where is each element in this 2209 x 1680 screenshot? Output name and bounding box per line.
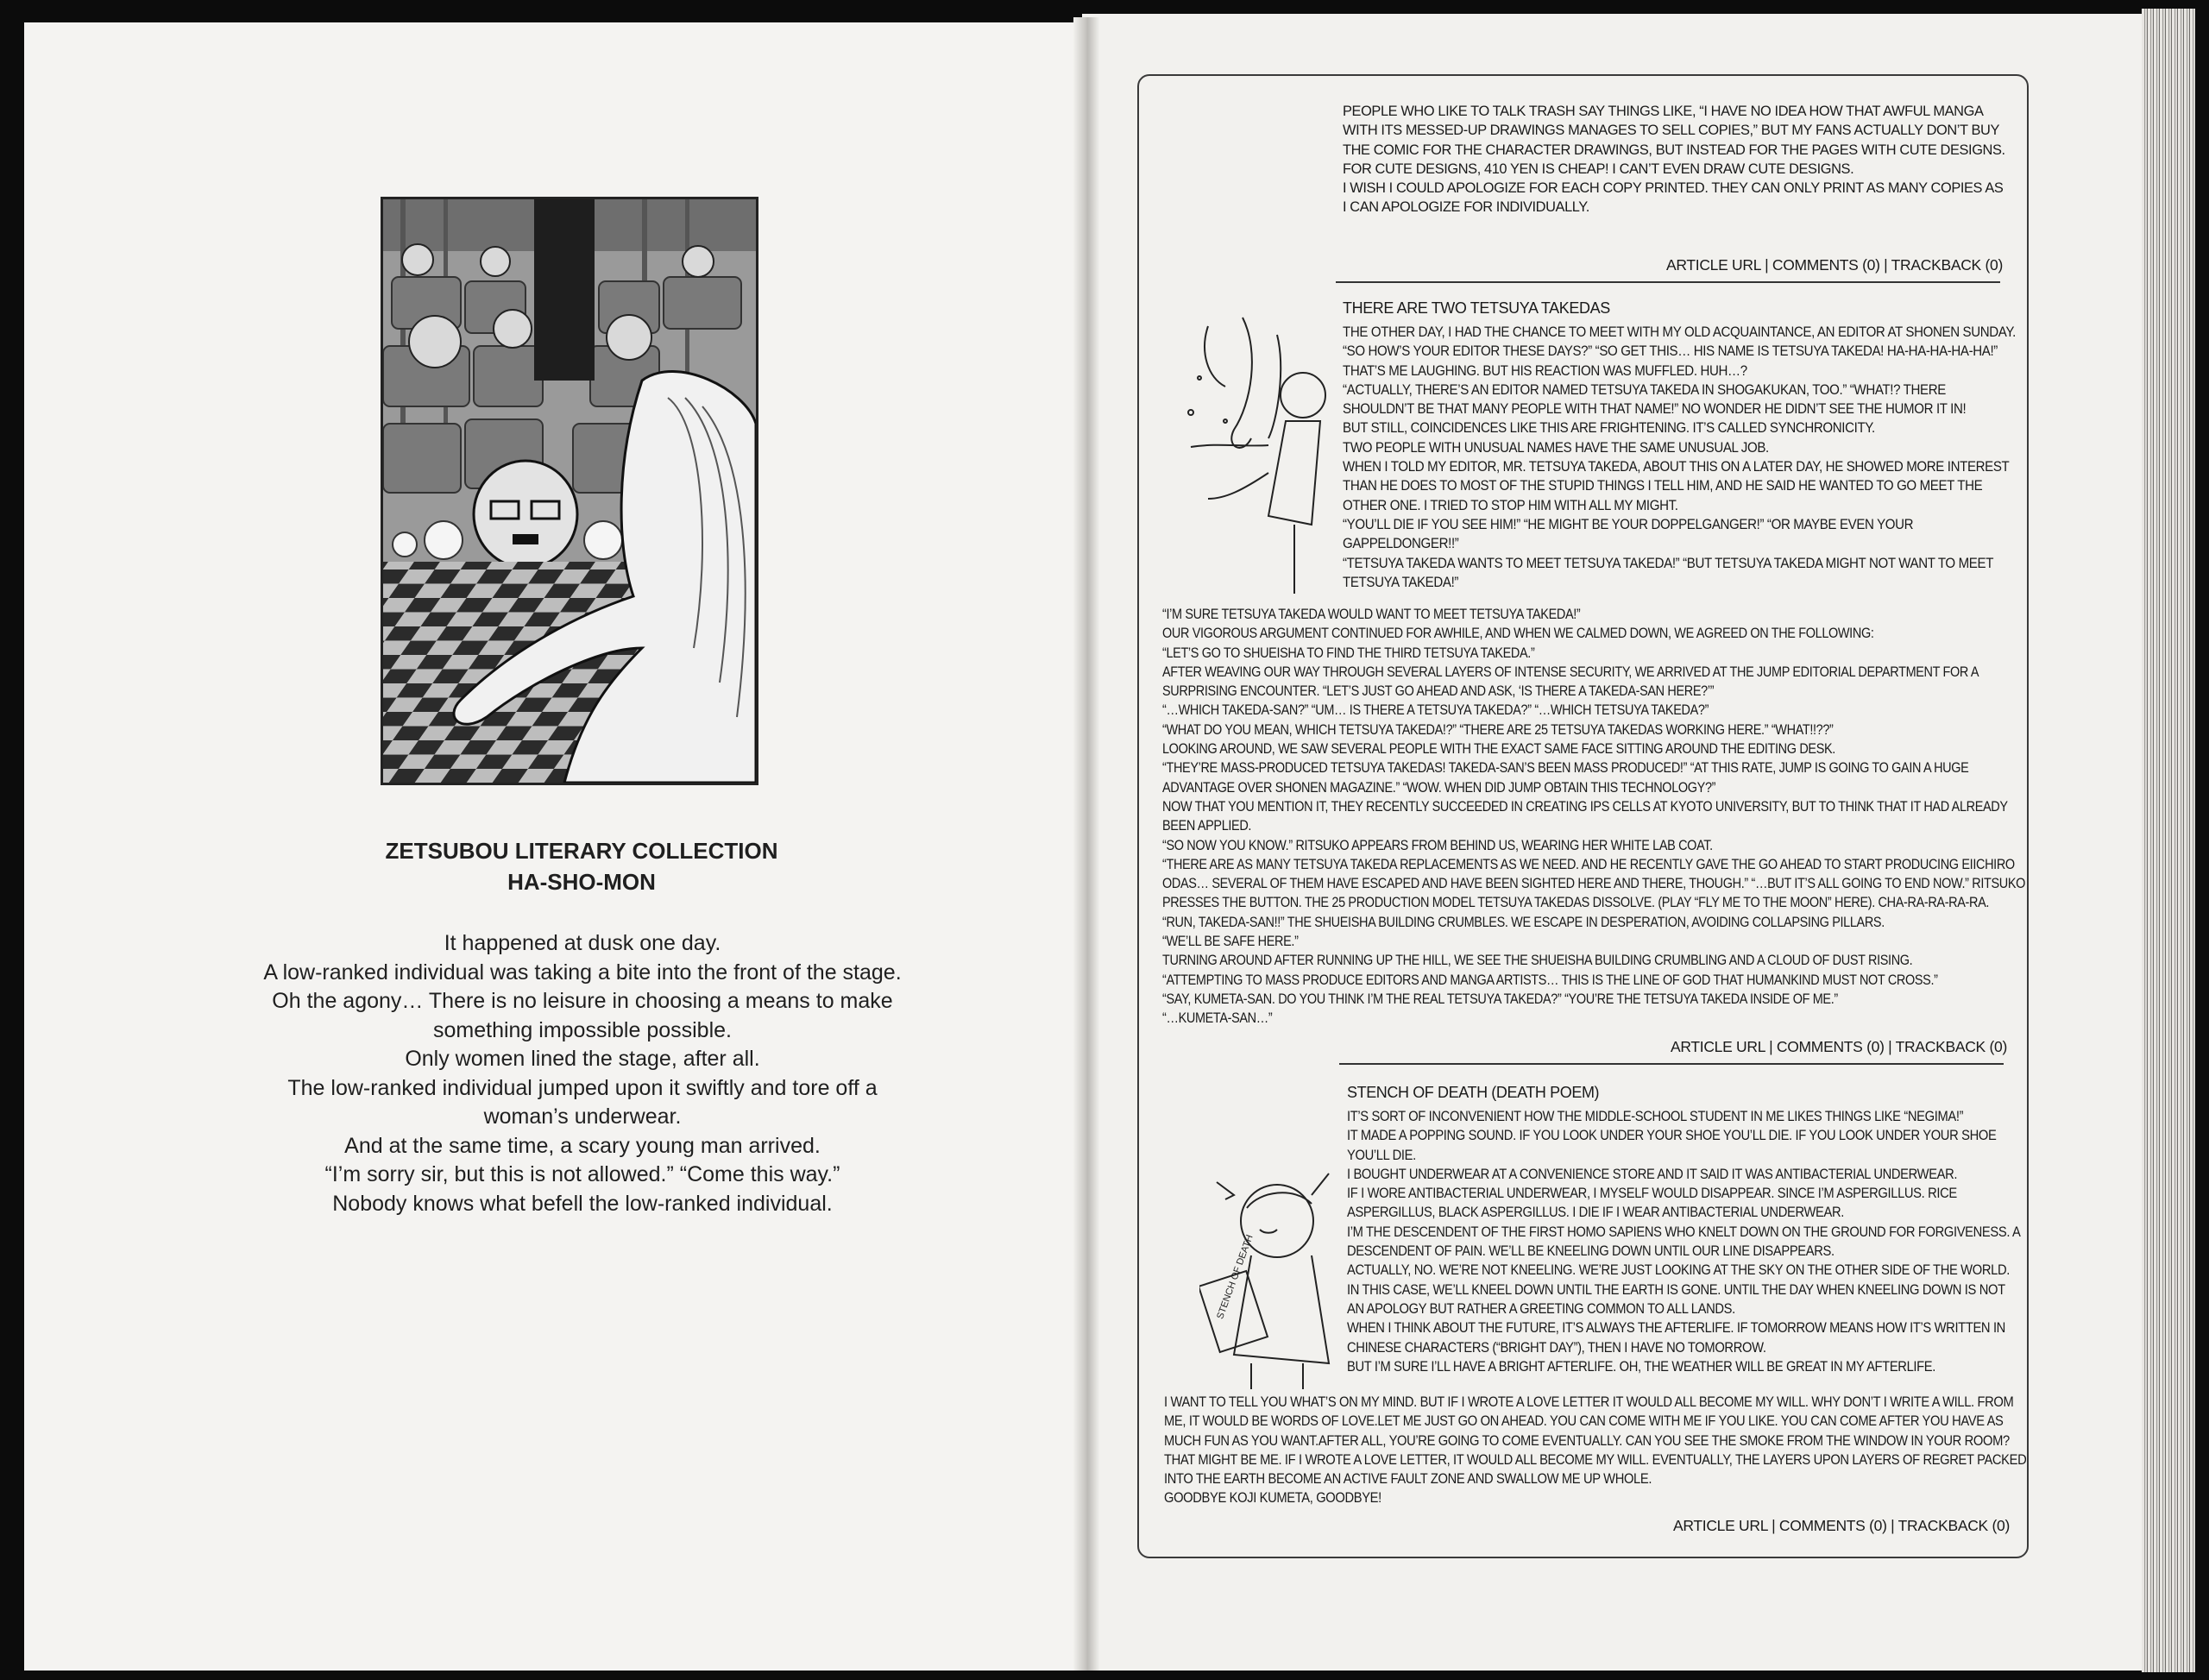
story-line: A low-ranked individual was taking a bite into the front of the stage. (263, 960, 902, 985)
blog-line: IT’S SORT OF INCONVENIENT HOW THE MIDDLE-SCHOOL STUDENT IN ME LIKES THINGS LIKE “NEGIMA!” (1347, 1109, 1964, 1124)
story-line: something impossible possible. (432, 1017, 732, 1042)
blog-line: WHEN I THINK ABOUT THE FUTURE, IT’S ALWAYS THE AFTERLIFE. IF TOMORROW MEANS HOW IT’S WRITTEN IN (1347, 1320, 2005, 1337)
blog-line: IF I WORE ANTIBACTERIAL UNDERWEAR, I MYSELF WOULD DISAPPEAR. SINCE I’M ASPERGILLUS. RICE (1347, 1186, 1957, 1202)
blog-line: THE OTHER DAY, I HAD THE CHANCE TO MEET WITH MY OLD ACQUAINTANCE, AN EDITOR AT SHONEN SUNDAY. (1343, 324, 2016, 340)
entry-divider (1336, 281, 2000, 283)
blog-line: “TETSUYA TAKEDA WANTS TO MEET TETSUYA TAKEDA!” “BUT TETSUYA TAKEDA MIGHT NOT WANT TO MEET (1343, 555, 1994, 571)
blog-line: OUR VIGOROUS ARGUMENT CONTINUED FOR AWHILE, AND WHEN WE CALMED DOWN, WE AGREED ON THE FOLLOWING: (1162, 626, 1874, 642)
entry3-text-wide (1164, 1393, 2027, 1508)
story-line: It happened at dusk one day. (444, 931, 721, 955)
blog-line: THAN HE DOES TO MOST OF THE STUPID THINGS I TELL HIM, AND HE SAID HE WANTED TO GO MEET THE (1343, 478, 1983, 494)
blog-line: IT MADE A POPPING SOUND. IF YOU LOOK UNDER YOUR SHOE YOU’LL DIE. IF YOU LOOK UNDER YOUR SHOE (1347, 1128, 1997, 1144)
blog-line: “I’M SURE TETSUYA TAKEDA WOULD WANT TO MEET TETSUYA TAKEDA!” (1162, 607, 1581, 622)
blog-line: “THEY’RE MASS-PRODUCED TETSUYA TAKEDAS! TAKEDA-SAN’S BEEN MASS PRODUCED!” “AT THIS RATE, JUMP IS GOING TO GAIN A HUGE (1162, 760, 1969, 777)
entry2-title-wrap (1343, 299, 2016, 318)
blog-line: AFTER WEAVING OUR WAY THROUGH SEVERAL LAYERS OF INTENSE SECURITY, WE ARRIVED AT THE JUMP EDITORIAL DEPARTMENT FOR A (1162, 664, 1979, 680)
blog-line: “RUN, TAKEDA-SAN!!” THE SHUEISHA BUILDING CRUMBLES. WE ESCAPE IN DESPERATION, AVOIDING COLLAPSING PILLARS. (1162, 914, 1885, 930)
entry3-footer[interactable]: ARTICLE URL | COMMENTS (0) | TRACKBACK (0) (1673, 1517, 2010, 1534)
blog-line: “…KUMETA-SAN…” (1162, 1010, 1273, 1027)
blog-line: I WISH I COULD APOLOGIZE FOR EACH COPY PRINTED. THEY CAN ONLY PRINT AS MANY COPIES AS (1343, 180, 2004, 197)
entry-divider (1339, 1063, 2004, 1065)
blog-line: “SO HOW’S YOUR EDITOR THESE DAYS?” “SO GET THIS… HIS NAME IS TETSUYA TAKEDA! HA-HA-HA-HA-HA!” (1343, 343, 1998, 360)
blog-line: “SO NOW YOU KNOW.” RITSUKO APPEARS FROM BEHIND US, WEARING HER WHITE LAB COAT. (1162, 837, 1713, 853)
blog-line: I WANT TO TELL YOU WHAT’S ON MY MIND. BUT IF I WROTE A LOVE LETTER IT WOULD ALL BECOME MY WILL. WHY DON’T I WRITE A WILL. FROM (1164, 1394, 2014, 1410)
entry3-title-wrap (1347, 1083, 2020, 1102)
entry1-footer[interactable]: ARTICLE URL | COMMENTS (0) | TRACKBACK (0) (1666, 256, 2003, 274)
entry2-title[interactable]: THERE ARE TWO TETSUYA TAKEDAS (1343, 299, 1610, 317)
blog-line: SURPRISING ENCOUNTER. “LET’S JUST GO AHEAD AND ASK, ‘IS THERE A TAKEDA-SAN HERE?’” (1162, 683, 1715, 700)
blog-line: CHINESE CHARACTERS (“BRIGHT DAY”), THEN I HAVE NO TOMORROW. (1347, 1339, 1766, 1356)
blog-line: WITH ITS MESSED-UP DRAWINGS MANAGES TO SELL COPIES,” BUT MY FANS ACTUALLY DON’T BUY (1343, 123, 1999, 139)
blog-line: TWO PEOPLE WITH UNUSUAL NAMES HAVE THE SAME UNUSUAL JOB. (1343, 439, 1769, 456)
blog-line: ME, IT WOULD BE WORDS OF LOVE.LET ME JUST GO ON AHEAD. YOU CAN COME WITH ME IF YOU LIKE. YOU CAN COME AFTER YOU HAVE AS (1164, 1413, 2004, 1430)
blog-line: I’M THE DESCENDENT OF THE FIRST HOMO SAPIENS WHO KNELT DOWN ON THE GROUND FOR FORGIVENESS. A (1347, 1224, 2021, 1240)
blog-line: GAPPELDONGER!!” (1343, 536, 1459, 552)
blog-line: “ATTEMPTING TO MASS PRODUCE EDITORS AND MANGA ARTISTS… THIS IS THE LINE OF GOD THAT HUMANKIND MUST NOT CROSS.” (1162, 972, 1938, 988)
entry2-footer[interactable]: ARTICLE URL | COMMENTS (0) | TRACKBACK (0) (1671, 1038, 2007, 1055)
blog-line: I BOUGHT UNDERWEAR AT A CONVENIENCE STORE AND IT SAID IT WAS ANTIBACTERIAL UNDERWEAR. (1347, 1166, 1958, 1182)
blog-line: ODAS… SEVERAL OF THEM HAVE ESCAPED AND HAVE BEEN SIGHTED HERE AND THERE, THOUGH.” “…BUT IT’S ALL GOING TO END NOW.” RITSUKO (1162, 876, 2026, 892)
tetsuya-sketch (1174, 300, 1346, 602)
blog-line: “ACTUALLY, THERE’S AN EDITOR NAMED TETSUYA TAKEDA IN SHOGAKUKAN, TOO.” “WHAT!? THERE (1343, 381, 1946, 398)
entry2-text-wide (1162, 605, 2026, 1029)
illustration-drawing (383, 199, 756, 783)
blog-line: PRESSES THE BUTTON. THE 25 PRODUCTION MODEL TETSUYA TAKEDAS DISSOLVE. (PLAY “FLY ME TO THE MOON” HERE). CHA-RA-RA-RA-RA. (1162, 895, 1990, 911)
blog-line: TURNING AROUND AFTER RUNNING UP THE HILL, WE SEE THE SHUEISHA BUILDING CRUMBLING AND A CLOUD OF DUST RISING. (1162, 953, 1913, 969)
blog-line: FOR CUTE DESIGNS, 410 YEN IS CHEAP! I CAN’T EVEN DRAW CUTE DESIGNS. (1343, 160, 1854, 177)
blog-line: “YOU’LL DIE IF YOU SEE HIM!” “HE MIGHT BE YOUR DOPPELGANGER!” “OR MAYBE EVEN YOUR (1343, 516, 1914, 532)
story-title-line2: HA-SHO-MON (507, 869, 656, 895)
blog-line: BUT I’M SURE I’LL HAVE A BRIGHT AFTERLIFE. OH, THE WEATHER WILL BE GREAT IN MY AFTERLIFE. (1347, 1358, 1935, 1375)
blog-line: SHOULDN’T BE THAT MANY PEOPLE WITH THAT NAME!” NO WONDER HE DIDN’T SEE THE HUMOR IT IN! (1343, 401, 1967, 418)
blog-line: GOODBYE KOJI KUMETA, GOODBYE! (1164, 1490, 1381, 1507)
blog-line: OTHER ONE. I TRIED TO STOP HIM WITH ALL MY MIGHT. (1343, 497, 1678, 513)
blog-line: MUCH FUN AS YOU WANT.AFTER ALL, YOU’RE GOING TO COME EVENTUALLY. CAN YOU SEE THE SMOKE FROM THE WINDOW IN YOUR ROOM? (1164, 1432, 2010, 1449)
story-line: And at the same time, a scary young man arrived. (344, 1133, 821, 1158)
blog-line: “LET’S GO TO SHUEISHA TO FIND THE THIRD TETSUYA TAKEDA.” (1162, 645, 1535, 661)
entry3-title[interactable]: STENCH OF DEATH (DEATH POEM) (1347, 1084, 1600, 1101)
blog-line: “THERE ARE AS MANY TETSUYA TAKEDA REPLACEMENTS AS WE NEED. AND HE RECENTLY GAVE THE GO AHEAD TO START PRODUCING EIICHIRO (1162, 856, 2015, 872)
story-line: Nobody knows what befell the low-ranked individual. (332, 1191, 833, 1216)
blog-line: BUT STILL, COINCIDENCES LIKE THIS ARE FRIGHTENING. IT’S CALLED SYNCHRONICITY. (1343, 420, 1875, 437)
blog-line: NOW THAT YOU MENTION IT, THEY RECENTLY SUCCEEDED IN CREATING IPS CELLS AT KYOTO UNIVERSITY, BUT TO THINK THAT IT HAD ALREADY (1162, 798, 2008, 815)
blog-line: DESCENDENT OF PAIN. WE’LL BE KNEELING DOWN UNTIL OUR LINE DISAPPEARS. (1347, 1243, 1835, 1260)
blog-line: IN THIS CASE, WE’LL KNEEL DOWN UNTIL THE EARTH IS GONE. UNTIL THE DAY WHEN KNEELING DOWN IS NOT (1347, 1281, 2005, 1298)
entry3-text-narrow (1347, 1107, 2021, 1376)
story-line: “I’m sorry sir, but this is not allowed.” “Come this way.” (324, 1162, 840, 1186)
blog-line: THE COMIC FOR THE CHARACTER DRAWINGS, BUT INSTEAD FOR THE PAGES WITH CUTE DESIGNS. (1343, 142, 2005, 158)
blog-line: INTO THE EARTH BECOME AN ACTIVE FAULT ZONE AND SWALLOW ME UP WHOLE. (1164, 1471, 1652, 1488)
story-line: The low-ranked individual jumped upon it swiftly and tore off a (287, 1075, 878, 1100)
story-title-line1: ZETSUBOU LITERARY COLLECTION (385, 838, 778, 864)
blog-line: ADVANTAGE OVER SHONEN MAGAZINE.” “WOW. WHEN DID JUMP OBTAIN THIS TECHNOLOGY?” (1162, 779, 1716, 796)
blog-line: YOU’LL DIE. (1347, 1147, 1416, 1163)
blog-line: WHEN I TOLD MY EDITOR, MR. TETSUYA TAKEDA, ABOUT THIS ON A LATER DAY, HE SHOWED MORE INTEREST (1343, 459, 2010, 475)
blog-line: “…WHICH TAKEDA-SAN?” “UM… IS THERE A TETSUYA TAKEDA?” “…WHICH TETSUYA TAKEDA?” (1162, 702, 1709, 719)
blog-line: BEEN APPLIED. (1162, 818, 1252, 834)
blog-line: ASPERGILLUS, BLACK ASPERGILLUS. I DIE IF I WEAR ANTIBACTERIAL UNDERWEAR. (1347, 1205, 1844, 1221)
blog-line: “WE’LL BE SAFE HERE.” (1162, 934, 1299, 950)
blog-line: “SAY, KUMETA-SAN. DO YOU THINK I’M THE REAL TETSUYA TAKEDA?” “YOU’RE THE TETSUYA TAKEDA INSIDE OF ME.” (1162, 991, 1838, 1007)
story-body (224, 929, 941, 1218)
blog-line: LOOKING AROUND, WE SAW SEVERAL PEOPLE WITH THE EXACT SAME FACE SITTING AROUND THE EDITING DESK. (1162, 741, 1835, 758)
blog-line: THAT’S ME LAUGHING. BUT HIS REACTION WAS MUFFLED. HUH…? (1343, 362, 1747, 379)
story-line: Oh the agony… There is no leisure in choosing a means to make (272, 989, 893, 1013)
book-gutter (1073, 17, 1099, 1671)
blog-line: PEOPLE WHO LIKE TO TALK TRASH SAY THINGS LIKE, “I HAVE NO IDEA HOW THAT AWFUL MANGA (1343, 104, 1984, 119)
manga-illustration (381, 197, 758, 785)
story-line: woman’s underwear. (483, 1104, 682, 1129)
story-line: Only women lined the stage, after all. (405, 1047, 760, 1071)
entry2-text-narrow (1343, 323, 2016, 592)
blog-line: AN APOLOGY BUT RATHER A GREETING COMMON TO ALL LANDS. (1347, 1300, 1735, 1317)
entry1-text (1343, 102, 2016, 217)
blog-line: “WHAT DO YOU MEAN, WHICH TETSUYA TAKEDA!?” “THERE ARE 25 TETSUYA TAKEDAS WORKING HERE.” “WHAT!!??” (1162, 721, 1834, 738)
blog-line: THAT MIGHT BE ME. IF I WROTE A LOVE LETTER, IT WOULD ALL BECOME MY WILL. EVENTUALLY, THE LAYERS UPON LAYERS OF REGRET PACKED (1164, 1451, 2027, 1468)
page-edges (2142, 9, 2195, 1672)
blog-line: TETSUYA TAKEDA!” (1343, 574, 1459, 590)
story-title (323, 835, 840, 897)
blog-line: I CAN APOLOGIZE FOR INDIVIDUALLY. (1343, 199, 1589, 216)
book-label: STENCH OF DEATH (1215, 1233, 1256, 1321)
blog-line: ACTUALLY, NO. WE’RE NOT KNEELING. WE’RE JUST LOOKING AT THE SKY ON THE OTHER SIDE OF THE WORLD. (1347, 1262, 2010, 1279)
girl-with-book-sketch (1199, 1148, 1346, 1389)
